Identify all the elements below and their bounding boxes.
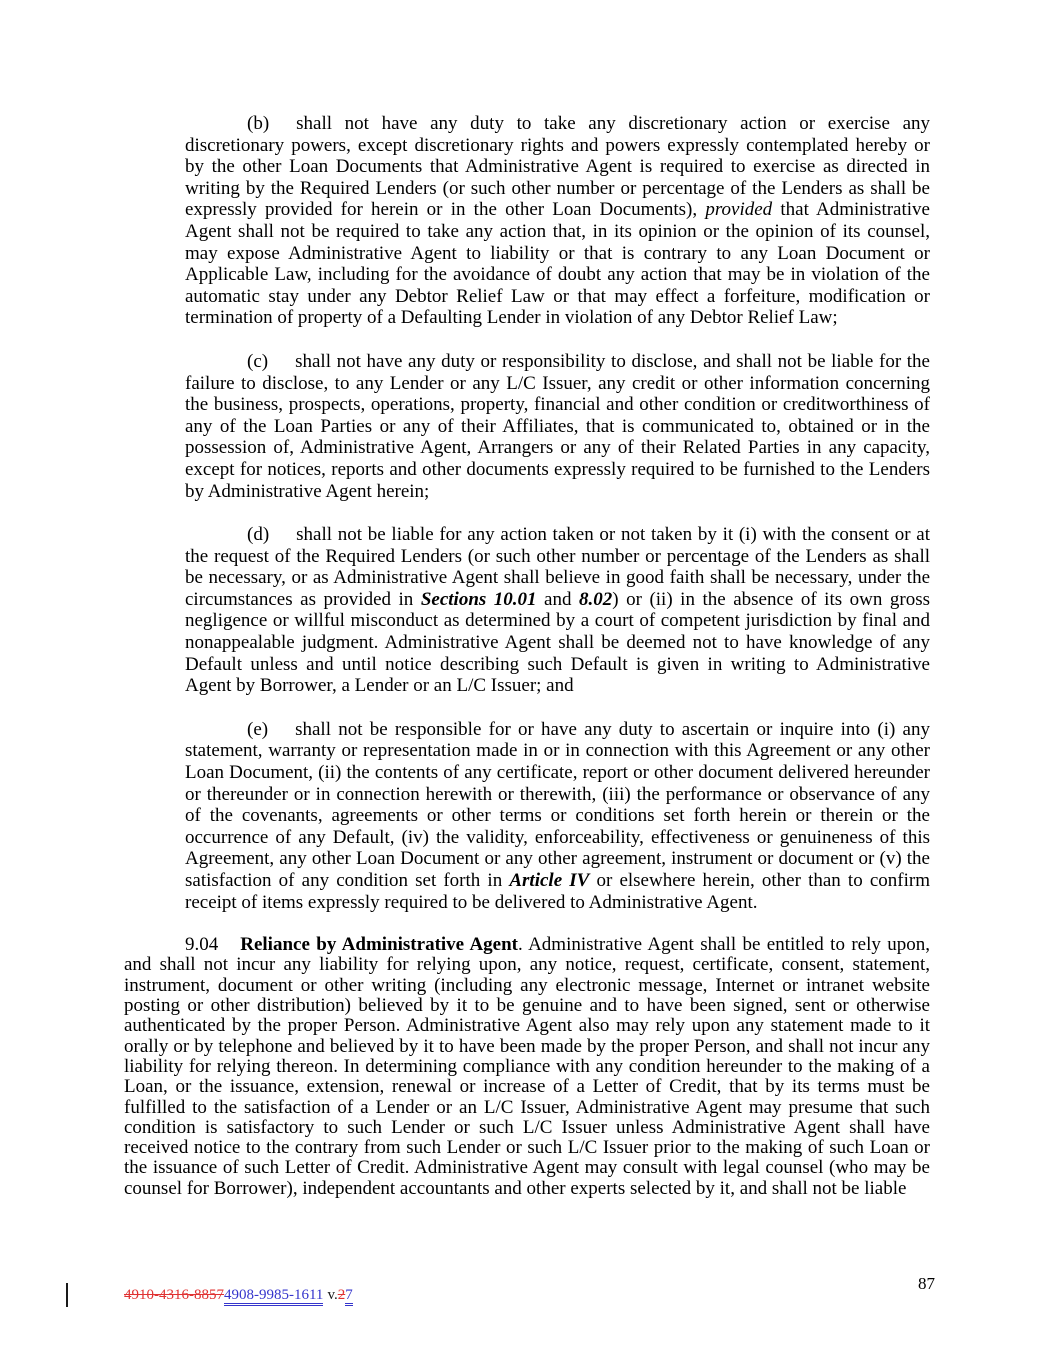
- deleted-doc-id: 4910-4316-8857: [124, 1287, 224, 1303]
- inserted-version: 7: [345, 1287, 353, 1306]
- footer-doc-ids: [124, 1286, 353, 1304]
- deleted-version: 2: [337, 1287, 346, 1303]
- text-segment: Sections 10.01: [420, 588, 537, 610]
- text-segment: and: [536, 588, 580, 610]
- section-9-04-paragraph: [124, 935, 930, 1199]
- text-segment: 8.02: [579, 588, 613, 610]
- inserted-doc-id: 4908-9985-1611: [224, 1287, 323, 1306]
- text-segment: that Administrative Agent shall not be required to take any action that, in its opinion or the opinion of its counsel, may expose Administrative Agent to liability or that is contrary to any Loan Document or Applicable Law, including for the avoidance of doubt any action that may be in violation of the automatic stay under any Debtor Relief Law or that may effect a forfeiture, modification or termination of property of a Defaulting Lender in violation of any Debtor Relief Law;: [185, 199, 930, 329]
- clause-paragraph-c: [185, 351, 930, 502]
- clause-label: (c): [247, 350, 269, 372]
- page-number: 87: [918, 1274, 935, 1293]
- clause-label: (d): [247, 524, 270, 546]
- section-heading: Reliance by Administrative Agent: [240, 934, 518, 956]
- text-segment: . Administrative Agent shall be entitled to rely upon, and shall not incur any liability for relying upon, any notice, request, certificate, consent, statement, instrument, document or other writing (including any electronic message, Internet or intranet website posting or other distribution) believed by it to be genuine and to have been signed, sent or otherwise authenticated by the proper Person. Administrative Agent also may rely upon any statement made to it orally or by telephone and believed by it to have been made by the proper Person, and shall not incur any liability for relying thereon. In determining compliance with any condition hereunder to the making of a Loan, or the issuance, extension, renewal or increase of a Letter of Credit, that by its terms must be fulfilled to the satisfaction of a Lender or an L/C Issuer, Administrative Agent may presume that such condition is satisfactory to such Lender or such L/C Issuer unless Administrative Agent shall have received notice to the contrary from such Lender or such L/C Issuer prior to the making of such Loan or the issuance of such Letter of Credit. Administrative Agent may consult with legal counsel (who may be counsel for Borrower), independent accountants and other experts selected by it, and shall not be liable: [124, 934, 930, 1199]
- text-segment: shall not have any duty to take any discretionary action or exercise any discretionary powers, except discretionary rights and powers expressly contemplated hereby or by the other Loan Documents that Administrative Agent is required to exercise as directed in writing by the Required Lenders (or such other number or percentage of the Lenders as shall be expressly provided for herein or in the other Loan Documents),: [185, 113, 930, 221]
- text-segment: shall not have any duty or responsibility to disclose, and shall not be liable for the failure to disclose, to any Lender or any L/C Issuer, any credit or other information concerning the business, prospects, operations, property, financial and other condition or creditworthiness of any of the Loan Parties or any of their Affiliates, that is communicated to, obtained or in the possession of, Administrative Agent, Arrangers or any of their Related Parties in any capacity, except for notices, reports and other documents expressly required to be furnished to the Lenders by Administrative Agent herein;: [185, 350, 930, 502]
- text-segment: Article IV: [509, 870, 590, 891]
- clause-label: (b): [247, 113, 270, 134]
- clause-paragraph-d: [185, 524, 930, 697]
- text-segment: ) or (ii) in the absence of its own gross negligence or willful misconduct as determined by a court of competent jurisdiction by final and nonappealable judgment. Administrative Agent shall be deemed not to have knowledge of any Default unless and until notice describing such Default is given in writing to Administrative Agent by Borrower, a Lender or an L/C Issuer; and: [185, 588, 930, 697]
- text-segment: shall not be responsible for or have any duty to ascertain or inquire into (i) any statement, warranty or representation made in or in connection with this Agreement or any other Loan Document, (ii) the contents of any certificate, report or other document delivered hereunder or thereunder or in connection herewith or therewith, (iii) the performance or observance of any of the covenants, agreements or other terms or conditions set forth herein or therein or the occurrence of any Default, (iv) the validity, enforceability, effectiveness or genuineness of this Agreement, any other Loan Document or any other agreement, instrument or document or (v) the satisfaction of any condition set forth in: [185, 718, 930, 891]
- text-segment: shall not be liable for any action taken or not taken by it (i) with the consent or at the request of the Required Lenders (or such other number or percentage of the Lenders as shall be necessary, or as Administrative Agent shall believe in good faith shall be necessary, under the circumstances as provided in: [185, 524, 930, 610]
- text-segment: provided: [705, 199, 773, 221]
- clause-label: (e): [247, 718, 269, 740]
- section-number: 9.04: [185, 934, 219, 956]
- change-bar: [66, 1283, 68, 1307]
- document-body: [124, 113, 930, 1199]
- text-segment: or elsewhere herein, other than to confirm receipt of items expressly required to be delivered to Administrative Agent.: [185, 870, 930, 913]
- clause-paragraph-e: [185, 719, 930, 913]
- clause-paragraph-b: [185, 113, 930, 329]
- version-prefix: v.: [327, 1287, 338, 1303]
